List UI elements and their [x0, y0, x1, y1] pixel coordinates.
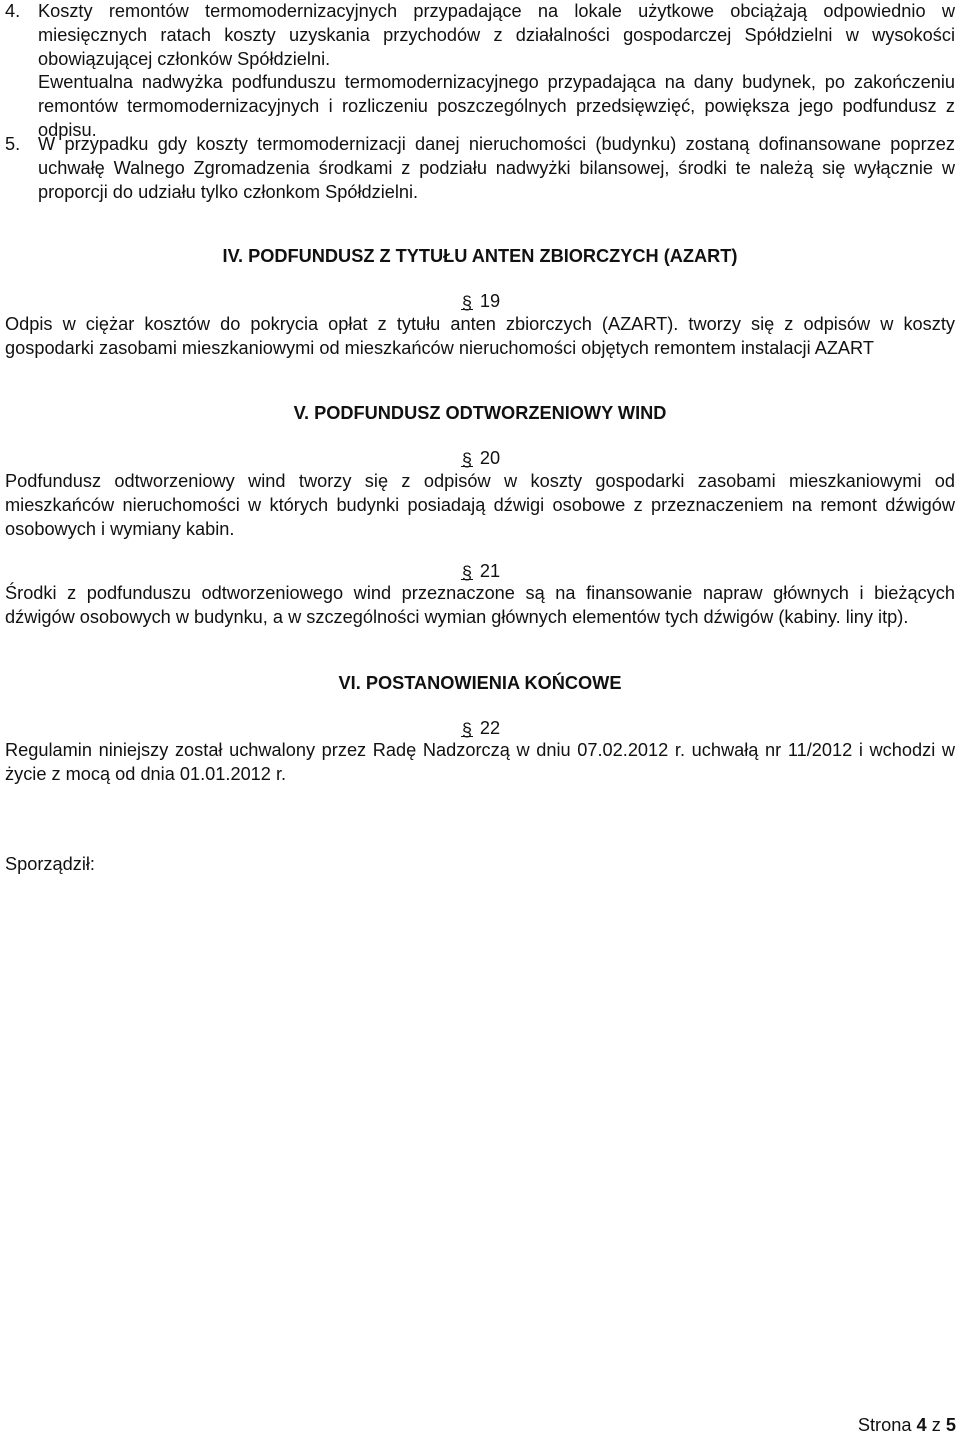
list-item-5 — [5, 133, 955, 204]
paragraph-number-21: § 21 — [461, 561, 501, 583]
paragraph-number-22: § 22 — [461, 718, 501, 740]
signature-label: Sporządził: — [5, 854, 95, 874]
paragraph-21-text: Środki z podfunduszu odtworzeniowego wind przeznaczone są na finansowanie napraw głównych i bieżących dźwigów osobowych w budynku, a w szczególności wymian głównych elementów tych dźwigów (kabiny. liny itp). — [5, 583, 955, 627]
footer-total-pages: 5 — [945, 1415, 956, 1435]
footer-prefix: Strona — [857, 1415, 912, 1435]
list-text: Koszty remontów termomodernizacyjnych przypadające na lokale użytkowe obciążają odpowiednio w miesięcznych ratach koszty uzyskania przychodów z działalności gospodarczej Spółdzielni w wysokości obowiązującej członków Spółdzielni. — [38, 1, 955, 69]
section-sign-icon: § — [461, 450, 472, 470]
section-heading-iv: IV. PODFUNDUSZ Z TYTUŁU ANTEN ZBIORCZYCH (AZART) — [222, 246, 738, 266]
list-text: W przypadku gdy koszty termomodernizacji danej nieruchomości (budynku) zostaną dofinansowane poprzez uchwałę Walnego Zgromadzenia środkami z podziału nadwyżki bilansowej, środki te należą się wyłącznie w proporcji do udziału tylko członkom Spółdzielni. — [38, 134, 955, 202]
list-text-continued: Ewentualna nadwyżka podfunduszu termomodernizacyjnego przypadająca na dany budynek, po zakończeniu remontów termomodernizacyjnych i rozliczeniu poszczególnych przedsięwzięć, powiększa jego podfundusz z odpisu. — [38, 72, 955, 140]
footer-page-number: 4 — [916, 1415, 927, 1435]
list-item-4 — [5, 0, 955, 143]
list-number: 4. — [5, 1, 21, 21]
section-heading-v: V. PODFUNDUSZ ODTWORZENIOWY WIND — [293, 403, 667, 423]
footer-of: z — [931, 1415, 941, 1435]
paragraph-19-text: Odpis w ciężar kosztów do pokrycia opłat z tytułu anten zbiorczych (AZART). tworzy się z odpisów w koszty gospodarki zasobami mieszkaniowymi od mieszkańców nieruchomości objętych remontem instalacji AZART — [5, 314, 955, 358]
paragraph-20-text: Podfundusz odtworzeniowy wind tworzy się z odpisów w koszty gospodarki zasobami mieszkaniowymi od mieszkańców nieruchomości w których budynki posiadają dźwigi osobowe z przeznaczeniem na remont dźwigów osobowych i wymiany kabin. — [5, 471, 955, 539]
paragraph-number-20: § 20 — [461, 448, 501, 470]
list-number: 5. — [5, 134, 21, 154]
section-sign-icon: § — [461, 720, 472, 740]
paragraph-22-text: Regulamin niniejszy został uchwalony przez Radę Nadzorczą w dniu 07.02.2012 r. uchwałą nr 11/2012 i wchodzi w życie z mocą od dnia 01.01.2012 r. — [5, 740, 955, 784]
paragraph-number-19: § 19 — [461, 291, 501, 313]
section-sign-icon: § — [461, 563, 472, 583]
page-footer — [858, 1414, 956, 1438]
section-sign-icon: § — [461, 293, 472, 313]
section-heading-vi: VI. POSTANOWIENIA KOŃCOWE — [338, 673, 622, 693]
